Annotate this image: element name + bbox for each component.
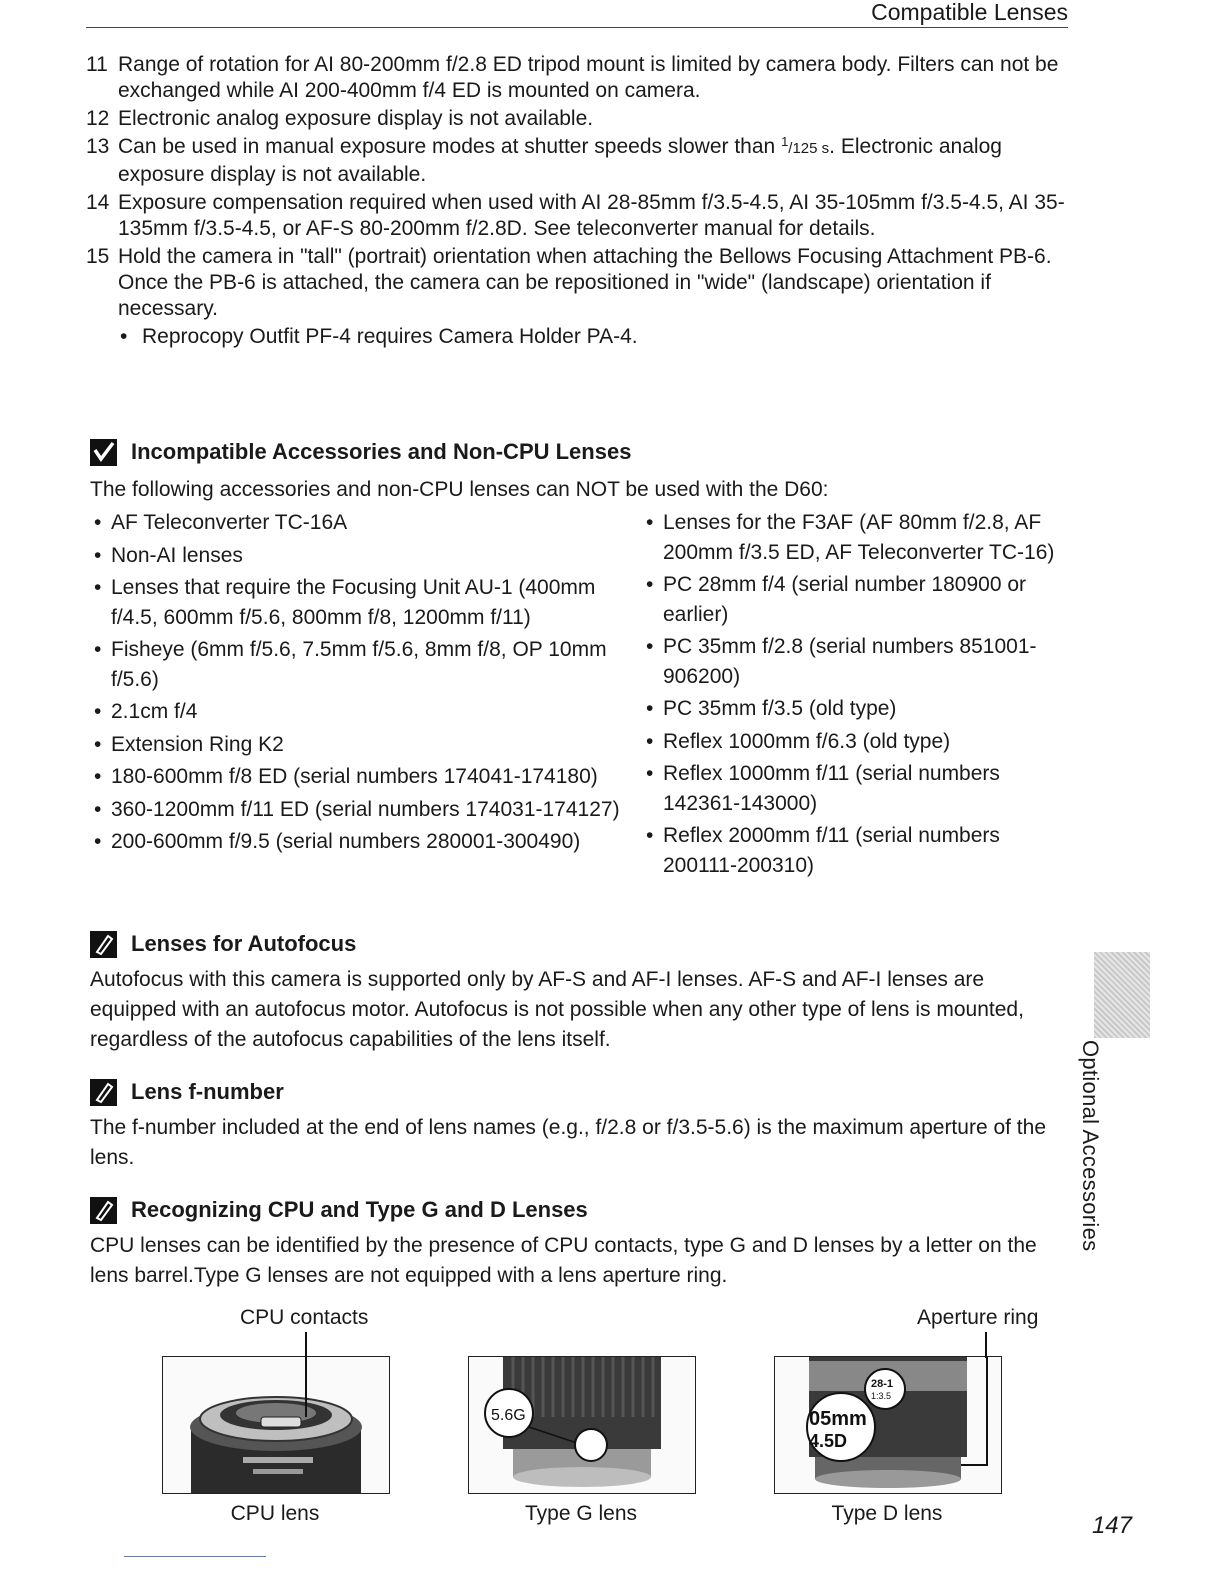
incompatible-list-right — [646, 508, 1066, 883]
fraction-numerator: 1 — [781, 134, 789, 149]
note-pencil-icon — [90, 1197, 117, 1224]
side-tab-marker — [1094, 952, 1150, 1038]
list-item: • 360-1200mm f/11 ED (serial numbers 174031-174127) — [94, 795, 639, 825]
footnote-text: Can be used in manual exposure modes at shutter speeds slower than — [118, 135, 782, 158]
autofocus-title: Lenses for Autofocus — [90, 930, 1068, 958]
footnote-text: Exposure compensation required when used with AI 28-85mm f/3.5-4.5, AI 35-105mm f/3.5-4.5, AI 35-135mm f/3.5-4.5, or AF-S 80-200mm f/2.8D. See teleconverter manual for details. — [118, 191, 1065, 240]
cpu-contacts-leader — [305, 1332, 307, 1358]
d-small-marking-text-2: 1:3.5 — [871, 1391, 892, 1401]
type-g-lens-caption: Type G lens — [524, 1502, 638, 1525]
page-number: 147 — [1091, 1512, 1132, 1539]
footnote-15 — [86, 244, 1066, 322]
fnumber-section — [90, 1078, 1068, 1173]
d-small-marking-text: 28-1 — [871, 1378, 894, 1390]
cpu-lens-illustration — [163, 1357, 389, 1493]
list-item: • 200-600mm f/9.5 (serial numbers 280001-300490) — [94, 827, 639, 857]
list-item: • Lenses that require the Focusing Unit AU-1 (400mm f/4.5, 600mm f/5.6, 800mm f/8, 1200mm f/11) — [94, 573, 639, 632]
list-item: • PC 35mm f/2.8 (serial numbers 851001-906200) — [646, 632, 1066, 691]
list-item: • 180-600mm f/8 ED (serial numbers 174041-174180) — [94, 762, 639, 792]
g-marking-text: 5.6G — [491, 1407, 526, 1424]
incompatible-title: Incompatible Accessories and Non-CPU Lenses — [90, 438, 1068, 466]
recognizing-body: CPU lenses can be identified by the presence of CPU contacts, type G and D lenses by a letter on the lens barrel.Type G lenses are not equipped with a lens aperture ring. — [90, 1234, 1037, 1287]
aperture-ring-leader — [985, 1332, 987, 1358]
fraction-denominator: /125 s — [788, 140, 830, 157]
footnotes — [86, 52, 1066, 350]
aperture-ring-label: Aperture ring — [917, 1306, 1039, 1329]
check-icon — [90, 439, 117, 466]
header-rule — [86, 27, 1068, 28]
footnote-number: 12 — [86, 107, 110, 130]
cpu-lens-caption: CPU lens — [230, 1502, 320, 1525]
type-g-lens-photo — [468, 1356, 696, 1494]
incompatible-section — [90, 438, 1068, 505]
list-item: • Non-AI lenses — [94, 541, 639, 571]
autofocus-body: Autofocus with this camera is supported only by AF-S and AF-I lenses. AF-S and AF-I lenses are equipped with an autofocus motor. Autofocus is not possible when any other type of lens is mounted, regardless of the autofocus capabilities of the lens itself. — [90, 968, 1024, 1051]
footnote-13 — [86, 134, 1066, 188]
autofocus-section — [90, 930, 1068, 1055]
type-d-lens-illustration — [775, 1357, 1001, 1493]
cpu-contacts-label: CPU contacts — [240, 1306, 369, 1329]
footnote-text: Electronic analog exposure display is not available. — [118, 107, 594, 130]
d-marking-text-2: 4.5D — [809, 1431, 848, 1451]
footnote-text: Range of rotation for AI 80-200mm f/2.8 ED tripod mount is limited by camera body. Filters can not be exchanged while AI 200-400mm f/4 ED is mounted on camera. — [118, 53, 1059, 102]
side-tab-label: Optional Accessories — [1078, 1040, 1103, 1252]
footnote-11 — [86, 52, 1066, 104]
note-pencil-icon — [90, 1079, 117, 1106]
type-d-lens-photo — [774, 1356, 1002, 1494]
incompatible-intro: The following accessories and non-CPU lenses can NOT be used with the D60: — [90, 478, 829, 501]
recognizing-title: Recognizing CPU and Type G and D Lenses — [90, 1196, 1068, 1224]
list-item: • PC 28mm f/4 (serial number 180900 or earlier) — [646, 570, 1066, 629]
footnote-14 — [86, 190, 1066, 242]
type-d-lens-caption: Type D lens — [831, 1502, 943, 1525]
list-item: • Lenses for the F3AF (AF 80mm f/2.8, AF 200mm f/3.5 ED, AF Teleconverter TC-16) — [646, 508, 1066, 567]
footnote-number: 13 — [86, 135, 110, 158]
list-item: • Reflex 2000mm f/11 (serial numbers 200111-200310) — [646, 821, 1066, 880]
bottom-rule — [124, 1556, 266, 1557]
list-item: • AF Teleconverter TC-16A — [94, 508, 639, 538]
footnote-number: 11 — [86, 53, 108, 76]
cpu-lens-photo — [162, 1356, 390, 1494]
recognizing-section — [90, 1196, 1068, 1291]
footnote-subtext: Reprocopy Outfit PF-4 requires Camera Holder PA-4. — [142, 325, 638, 348]
footnote-number: 14 — [86, 191, 110, 214]
note-pencil-icon — [90, 931, 117, 958]
footnote-text: Hold the camera in "tall" (portrait) orientation when attaching the Bellows Focusing Attachment PB-6. Once the PB-6 is attached, the camera can be repositioned in "wide" (landscape) orientation if necessary. — [118, 245, 1052, 320]
list-item: • Reflex 1000mm f/6.3 (old type) — [646, 727, 1066, 757]
incompatible-list-left — [94, 508, 639, 860]
fnumber-body: The f-number included at the end of lens names (e.g., f/2.8 or f/3.5-5.6) is the maximum aperture of the lens. — [90, 1116, 1046, 1169]
fnumber-title: Lens f-number — [90, 1078, 1068, 1106]
list-item: • Fisheye (6mm f/5.6, 7.5mm f/5.6, 8mm f/8, OP 10mm f/5.6) — [94, 635, 639, 694]
footnote-15-bullet — [86, 324, 1066, 350]
list-item: • PC 35mm f/3.5 (old type) — [646, 694, 1066, 724]
footnote-text-cont: . Electronic analog exposure display is not available. — [118, 135, 1002, 186]
bullet: • — [120, 325, 128, 348]
d-marking-text: 05mm — [809, 1408, 867, 1430]
list-item: • Reflex 1000mm f/11 (serial numbers 142361-143000) — [646, 759, 1066, 818]
footnote-12 — [86, 106, 1066, 132]
list-item: • 2.1cm f/4 — [94, 697, 639, 727]
list-item: • Extension Ring K2 — [94, 730, 639, 760]
footnote-number: 15 — [86, 245, 110, 268]
running-header: Compatible Lenses — [871, 0, 1068, 25]
type-g-lens-illustration — [469, 1357, 695, 1493]
